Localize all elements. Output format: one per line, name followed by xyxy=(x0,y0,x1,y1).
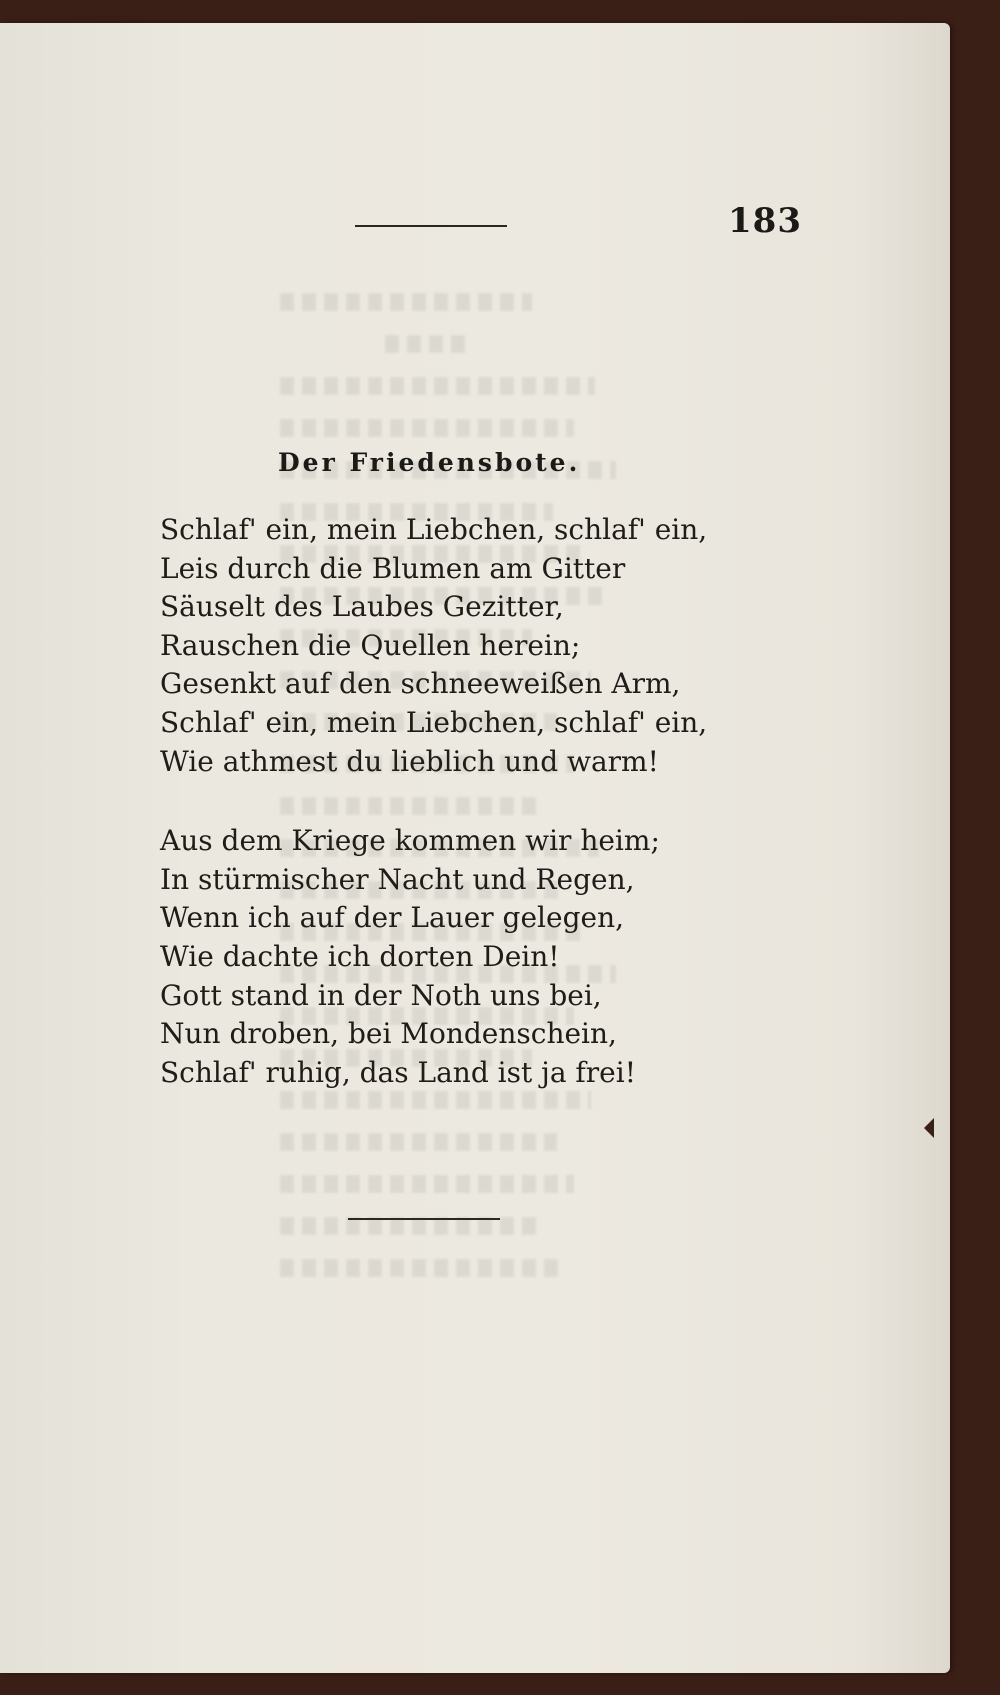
verse-line: Gesenkt auf den schneeweißen Arm, xyxy=(160,667,681,701)
paper-sheet xyxy=(0,23,950,1673)
verse-line: Wie dachte ich dorten Dein! xyxy=(160,939,560,973)
poem-title: Der Friedensbote. xyxy=(278,448,581,477)
verse-line: Leis durch die Blumen am Gitter xyxy=(160,551,626,585)
stanza-break xyxy=(160,781,720,822)
verse-line: Rauschen die Quellen herein; xyxy=(160,628,581,662)
verse-line: Schlaf' ein, mein Liebchen, schlaf' ein, xyxy=(160,705,708,739)
stanza-1 xyxy=(160,511,720,781)
page-number: 183 xyxy=(728,201,802,241)
verse-line: In stürmischer Nacht und Regen, xyxy=(160,862,635,896)
poem-body xyxy=(160,511,720,1092)
verse-line: Gott stand in der Noth uns bei, xyxy=(160,978,602,1012)
stanza-2 xyxy=(160,822,720,1092)
verse-line: Wie athmest du lieblich und warm! xyxy=(160,744,659,778)
header-rule xyxy=(355,225,507,227)
verse-line: Schlaf' ein, mein Liebchen, schlaf' ein, xyxy=(160,513,708,546)
closing-rule xyxy=(348,1218,500,1220)
verse-line: Säuselt des Laubes Gezitter, xyxy=(160,590,564,624)
verse-line: Schlaf' ruhig, das Land ist ja frei! xyxy=(160,1055,636,1089)
verse-line: Nun droben, bei Mondenschein, xyxy=(160,1017,617,1051)
verse-line: Wenn ich auf der Lauer gelegen, xyxy=(160,901,624,935)
verse-line: Aus dem Kriege kommen wir heim; xyxy=(160,824,660,858)
torn-edge xyxy=(924,1118,934,1138)
